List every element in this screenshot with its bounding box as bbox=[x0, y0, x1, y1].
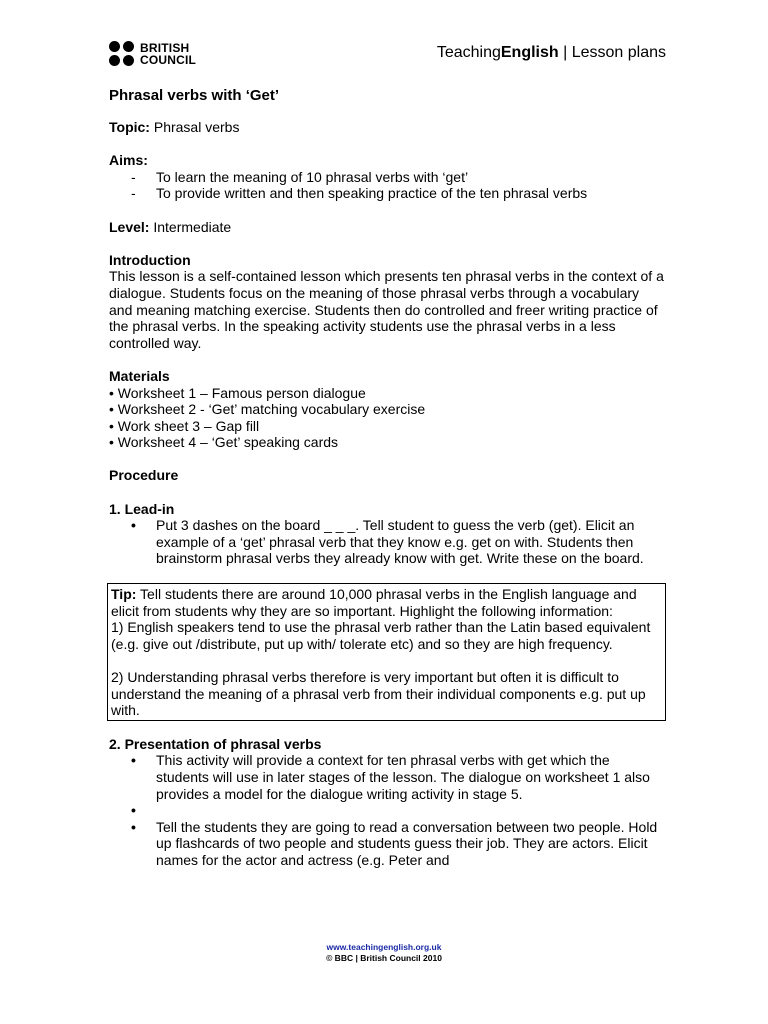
aims-item: - To learn the meaning of 10 phrasal verbs with ‘get’ bbox=[131, 169, 666, 186]
presentation-item: • This activity will provide a context for ten phrasal verbs with get which the students will use in later stages of the lesson. The dialogue on worksheet 1 also provides a model for the dialogue writing activity in stage 5. bbox=[131, 752, 666, 802]
tip-intro-text: Tell students there are around 10,000 phrasal verbs in the English language and elicit from students why they are so important. Highlight the following information: bbox=[111, 586, 637, 619]
brand-suffix: | Lesson plans bbox=[558, 44, 666, 61]
procedure-heading: Procedure bbox=[109, 467, 179, 484]
logo-dots-icon bbox=[109, 41, 135, 67]
aims-item: - To provide written and then speaking practice of the ten phrasal verbs bbox=[131, 185, 666, 202]
introduction-heading: Introduction bbox=[109, 251, 191, 268]
materials-item: • Worksheet 1 – Famous person dialogue bbox=[109, 384, 366, 401]
tip-box bbox=[107, 583, 666, 721]
footer-link[interactable]: www.teachingenglish.org.uk bbox=[326, 942, 442, 952]
topic-line bbox=[109, 119, 666, 136]
leadin-heading: 1. Lead-in bbox=[109, 500, 175, 517]
presentation-list bbox=[109, 752, 666, 868]
logo-line-1: BRITISH bbox=[140, 41, 190, 55]
aims-list bbox=[109, 169, 666, 202]
brand-prefix: Teaching bbox=[436, 44, 501, 61]
aims-heading: Aims: bbox=[109, 152, 148, 169]
presentation-heading: 2. Presentation of phrasal verbs bbox=[109, 735, 322, 752]
level-line bbox=[109, 219, 666, 236]
materials-item: • Worksheet 4 – ‘Get’ speaking cards bbox=[109, 434, 339, 451]
page-footer bbox=[0, 942, 768, 964]
tip-point-1: 1) English speakers tend to use the phrasal verb rather than the Latin based equivalent (e.g. give out /distribute, put up with/ tolerate etc) and so they are high frequency. bbox=[111, 619, 651, 652]
leadin-list bbox=[109, 517, 666, 567]
header-brand bbox=[437, 44, 666, 62]
leadin-item: • Put 3 dashes on the board _ _ _. Tell student to guess the verb (get). Elicit an example of a ‘get’ phrasal verb that they know e.g. get on with. Students then brainstorm phrasal verbs they already know with get. Write these on the board. bbox=[131, 517, 666, 567]
logo-line-2: COUNCIL bbox=[140, 53, 197, 67]
presentation-item: • Tell the students they are going to read a conversation between two people. Hold up flashcards of two people and students guess their job. They are actors. Elicit names for the actor and actress (e.g. Peter and bbox=[131, 819, 666, 869]
introduction-text: This lesson is a self-contained lesson which presents ten phrasal verbs in the context of a dialogue. Students focus on the meaning of those phrasal verbs through a vocabulary and meaning matching exercise. Students then do controlled and freer writing practice of the phrasal verbs. In the speaking activity students use the phrasal verbs in a less controlled way. bbox=[109, 268, 664, 351]
tip-intro bbox=[111, 586, 661, 619]
page-header bbox=[109, 40, 666, 70]
materials-item: • Work sheet 3 – Gap fill bbox=[109, 417, 260, 434]
tip-point-2: 2) Understanding phrasal verbs therefore is very important but often it is difficult to understand the meaning of a phrasal verb from their individual components e.g. put up with. bbox=[111, 669, 646, 719]
level-value: Intermediate bbox=[149, 218, 232, 235]
brand-bold: English bbox=[500, 44, 559, 61]
british-council-logo bbox=[109, 41, 196, 67]
page-title: Phrasal verbs with ‘Get’ bbox=[109, 87, 280, 104]
tip-label: Tip: bbox=[111, 586, 137, 603]
document-body bbox=[109, 86, 666, 869]
materials-heading: Materials bbox=[109, 367, 170, 384]
level-label: Level: bbox=[109, 218, 150, 235]
topic-label: Topic: bbox=[109, 119, 150, 135]
topic-value: Phrasal verbs bbox=[149, 119, 240, 135]
footer-copyright: © BBC | British Council 2010 bbox=[326, 953, 442, 963]
materials-item: • Worksheet 2 - ‘Get’ matching vocabulary exercise bbox=[109, 401, 426, 418]
